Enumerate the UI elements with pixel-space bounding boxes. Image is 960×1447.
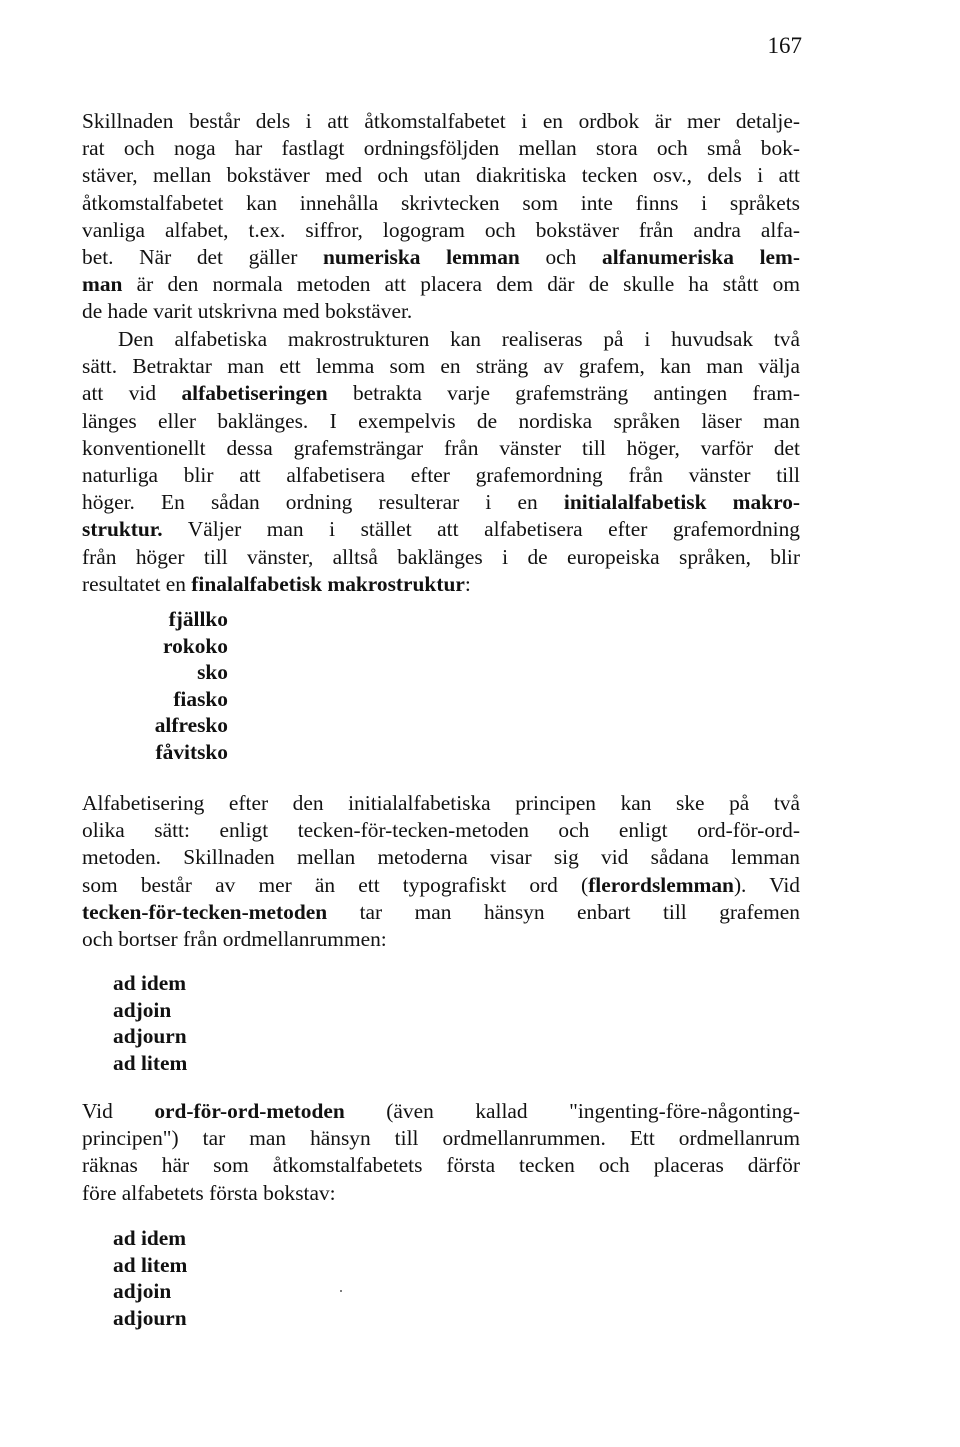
text-line: rat och noga har fastlagt ordningsföljden mellan stora och små bok-	[82, 136, 800, 161]
text-line: olika sätt: enligt tecken-för-tecken-metoden och enligt ord-för-ord-	[82, 818, 800, 843]
term-multiword-lemmas: flerordslemman	[588, 872, 734, 897]
letter-by-letter-example	[113, 970, 187, 1076]
term-alphabetization: alfabetiseringen	[181, 381, 328, 406]
text-line: Den alfabetiska makrostrukturen kan realiseras på i huvudsak två	[118, 327, 800, 351]
text-line	[82, 872, 800, 899]
page-number: 167	[767, 33, 802, 58]
example-word: rokoko	[163, 633, 228, 658]
text-line	[82, 571, 800, 598]
text-line: sätt. Betraktar man ett lemma som en sträng av grafem, kan man välja	[82, 354, 800, 379]
term-initial-alphabetic-cont: struktur.	[82, 517, 163, 542]
text-line: vanliga alfabet, t.ex. siffror, logogram och bokstäver från andra alfa-	[82, 217, 800, 242]
text-span: ). Vid	[733, 872, 801, 897]
text-line: före alfabetets första bokstav:	[82, 1180, 336, 1205]
term-letter-by-letter: tecken-för-tecken-metoden	[82, 899, 328, 924]
term-alphanumeric-lemmas-cont: man	[82, 272, 123, 297]
text-span: höger. En sådan ordning resulterar i en	[82, 490, 564, 515]
example-word: alfresko	[154, 713, 228, 738]
example-word: ad litem	[113, 1252, 188, 1277]
text-span: resultatet en	[82, 571, 192, 596]
paragraph-word-by-word	[82, 1098, 800, 1207]
final-alphabetic-example	[100, 606, 228, 766]
term-final-alphabetic: finalalfabetisk makrostruktur	[191, 571, 465, 596]
term-alphanumeric-lemmas: alfanumeriska lem-	[602, 245, 800, 270]
text-line: naturliga blir att alfabetisera efter grafemordning från vänster till	[82, 463, 800, 488]
example-word: fiasko	[173, 686, 228, 711]
text-line: konventionellt dessa grafemsträngar från vänster till höger, varför det	[82, 435, 800, 460]
paragraph-access-alphabet	[82, 108, 800, 326]
word-by-word-example	[113, 1225, 187, 1331]
example-word: ad litem	[113, 1050, 188, 1075]
example-word: adjoin	[113, 997, 172, 1022]
term-initial-alphabetic: initialalfabetisk makro-	[563, 490, 801, 515]
text-span: tar man hänsyn enbart till grafemen	[327, 899, 800, 924]
text-span: (även kallad "ingenting-före-någonting-	[344, 1099, 800, 1123]
text-line: åtkomstalfabetet kan innehålla skrivtecken som inte finns i språkets	[82, 190, 800, 215]
text-line	[82, 380, 800, 407]
text-span: betrakta varje grafemsträng antingen fram-	[327, 381, 800, 406]
text-line	[82, 516, 800, 543]
example-word: fjällko	[168, 607, 228, 631]
text-line	[82, 271, 800, 298]
example-word: fåvitsko	[155, 739, 228, 764]
text-span: att vid	[82, 381, 182, 406]
example-word: ad idem	[113, 1226, 187, 1250]
text-span: :	[464, 571, 471, 596]
text-line: Skillnaden består dels i att åtkomstalfabetet i en ordbok är mer detaljе-	[82, 109, 800, 133]
text-line: metoden. Skillnaden mellan metoderna visar sig vid sådana lemman	[82, 845, 800, 870]
example-word: adjourn	[113, 1024, 187, 1049]
example-word: adjourn	[113, 1305, 187, 1330]
term-numeric-lemmas: numeriska lemman	[323, 245, 520, 270]
print-speck	[340, 1290, 342, 1292]
text-line: räknas här som åtkomstalfabetets första tecken och placeras därför	[82, 1153, 800, 1178]
text-span: som består av mer än ett typografiskt ord (	[82, 872, 589, 897]
paragraph-initial-alphabetic-methods	[82, 790, 800, 953]
text-line	[82, 489, 800, 516]
text-line: och bortser från ordmellanrummen:	[82, 927, 387, 952]
text-span: bet. När det gäller	[82, 245, 324, 270]
example-word: adjoin	[113, 1279, 172, 1304]
paragraph-macrostructure	[82, 326, 800, 598]
text-line: från höger till vänster, alltså baklänges i de europeiska språken, blir	[82, 544, 800, 569]
text-span: och	[519, 245, 603, 270]
text-line: Alfabetisering efter den initialalfabetiska principen kan ske på två	[82, 791, 800, 815]
text-line: stäver, mellan bokstäver med och utan diakritiska tecken osv., dels i att	[82, 163, 800, 188]
text-line	[82, 1098, 800, 1125]
text-line: principen") tar man hänsyn till ordmellanrummen. Ett ordmellanrum	[82, 1126, 800, 1151]
text-span: är den normala metoden att placera dem där de skulle ha stått om	[122, 272, 800, 297]
text-span: Vid	[82, 1099, 155, 1123]
example-word: ad idem	[113, 971, 187, 995]
text-line	[82, 899, 800, 926]
text-line: länges eller baklänges. I exempelvis de nordiska språken läser man	[82, 408, 800, 433]
example-word: sko	[197, 660, 228, 685]
text-line	[82, 244, 800, 271]
text-span: Väljer man i stället att alfabetisera efter grafemordning	[162, 517, 800, 542]
text-line: de hade varit utskrivna med bokstäver.	[82, 299, 413, 324]
term-word-by-word: ord-för-ord-metoden	[154, 1099, 345, 1123]
